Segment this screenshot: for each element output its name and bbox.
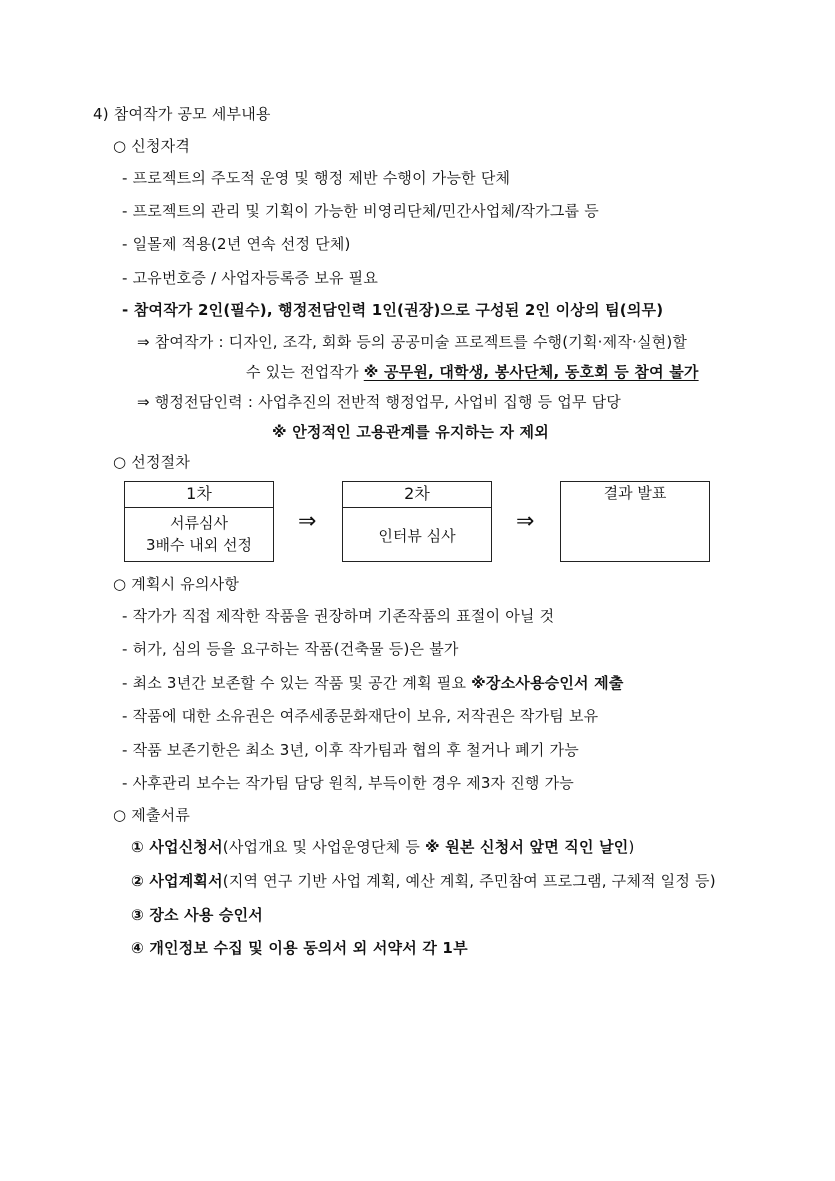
flow-arrow: ⇒: [516, 509, 535, 534]
artist-exclusion-note: ※ 공무원, 대학생, 봉사단체, 동호회 등 참여 불가: [363, 363, 699, 381]
list-item-team-requirement: - 참여작가 2인(필수), 행정전담인력 1인(권장)으로 구성된 2인 이상의 팀(의무): [122, 301, 664, 319]
flow-arrow: ⇒: [298, 509, 317, 534]
step2-body: 인터뷰 심사: [378, 526, 456, 545]
list-item: - 고유번호증 / 사업자등록증 보유 필요: [122, 269, 379, 287]
section-title: 4) 참여작가 공모 세부내용: [93, 105, 271, 123]
step3-body: 결과 발표: [603, 484, 667, 502]
document-desc: (사업개요 및 사업운영단체 등: [222, 838, 425, 856]
step2-box: [342, 481, 492, 562]
step3-box: [560, 481, 710, 562]
document-desc-end: ): [628, 838, 635, 856]
list-item: [122, 673, 624, 693]
document-title: ② 사업계획서: [131, 872, 223, 890]
admin-exclusion-note: ※ 안정적인 고용관계를 유지하는 자 제외: [272, 423, 549, 441]
planning-item-text: - 최소 3년간 보존할 수 있는 작품 및 공간 계획 필요: [122, 674, 472, 692]
document-title: ① 사업신청서: [131, 838, 223, 856]
artist-definition-continued: [246, 362, 699, 382]
planning-heading: ○ 계획시 유의사항: [113, 575, 240, 593]
list-item: - 프로젝트의 주도적 운영 및 행정 제반 수행이 가능한 단체: [122, 169, 511, 187]
artist-definition: ⇒ 참여작가 : 디자인, 조각, 회화 등의 공공미술 프로젝트를 수행(기획·제작·실현)할: [137, 333, 688, 351]
list-item: - 프로젝트의 관리 및 기획이 가능한 비영리단체/민간사업체/작가그룹 등: [122, 202, 599, 220]
planning-item-note: ※장소사용승인서 제출: [471, 674, 624, 692]
selection-heading: ○ 선정절차: [113, 453, 191, 471]
list-item: - 사후관리 보수는 작가팀 담당 원칙, 부득이한 경우 제3자 진행 가능: [122, 774, 574, 792]
list-item: - 작품 보존기한은 최소 3년, 이후 작가팀과 협의 후 철거나 폐기 가능: [122, 741, 579, 759]
document-note: ※ 원본 신청서 앞면 직인 날인: [425, 838, 629, 856]
documents-heading: ○ 제출서류: [113, 806, 191, 824]
step2-head: 2차: [343, 482, 491, 508]
artist-definition-text: 수 있는 전업작가: [246, 363, 364, 381]
qualification-heading: ○ 신청자격: [113, 137, 191, 155]
list-item: - 일몰제 적용(2년 연속 선정 단체): [122, 235, 351, 253]
document-item-1: [131, 837, 635, 857]
admin-definition: ⇒ 행정전담인력 : 사업추진의 전반적 행정업무, 사업비 집행 등 업무 담당: [137, 393, 621, 411]
list-item: - 작품에 대한 소유권은 여주세종문화재단이 보유, 저작권은 작가팀 보유: [122, 707, 599, 725]
document-item-3: ③ 장소 사용 승인서: [131, 906, 263, 924]
document-desc: (지역 연구 기반 사업 계획, 예산 계획, 주민참여 프로그램, 구체적 일정 등): [222, 872, 716, 890]
document-item-4: ④ 개인정보 수집 및 이용 동의서 외 서약서 각 1부: [131, 939, 468, 957]
step1-head: 1차: [125, 482, 273, 508]
list-item: - 작가가 직접 제작한 작품을 권장하며 기존작품의 표절이 아닐 것: [122, 607, 555, 625]
step1-box: [124, 481, 274, 562]
step1-subtitle: 3배수 내외 선정: [145, 536, 253, 554]
list-item: - 허가, 심의 등을 요구하는 작품(건축물 등)은 불가: [122, 640, 459, 658]
document-item-2: [131, 871, 716, 891]
step1-title: 서류심사: [170, 514, 228, 532]
